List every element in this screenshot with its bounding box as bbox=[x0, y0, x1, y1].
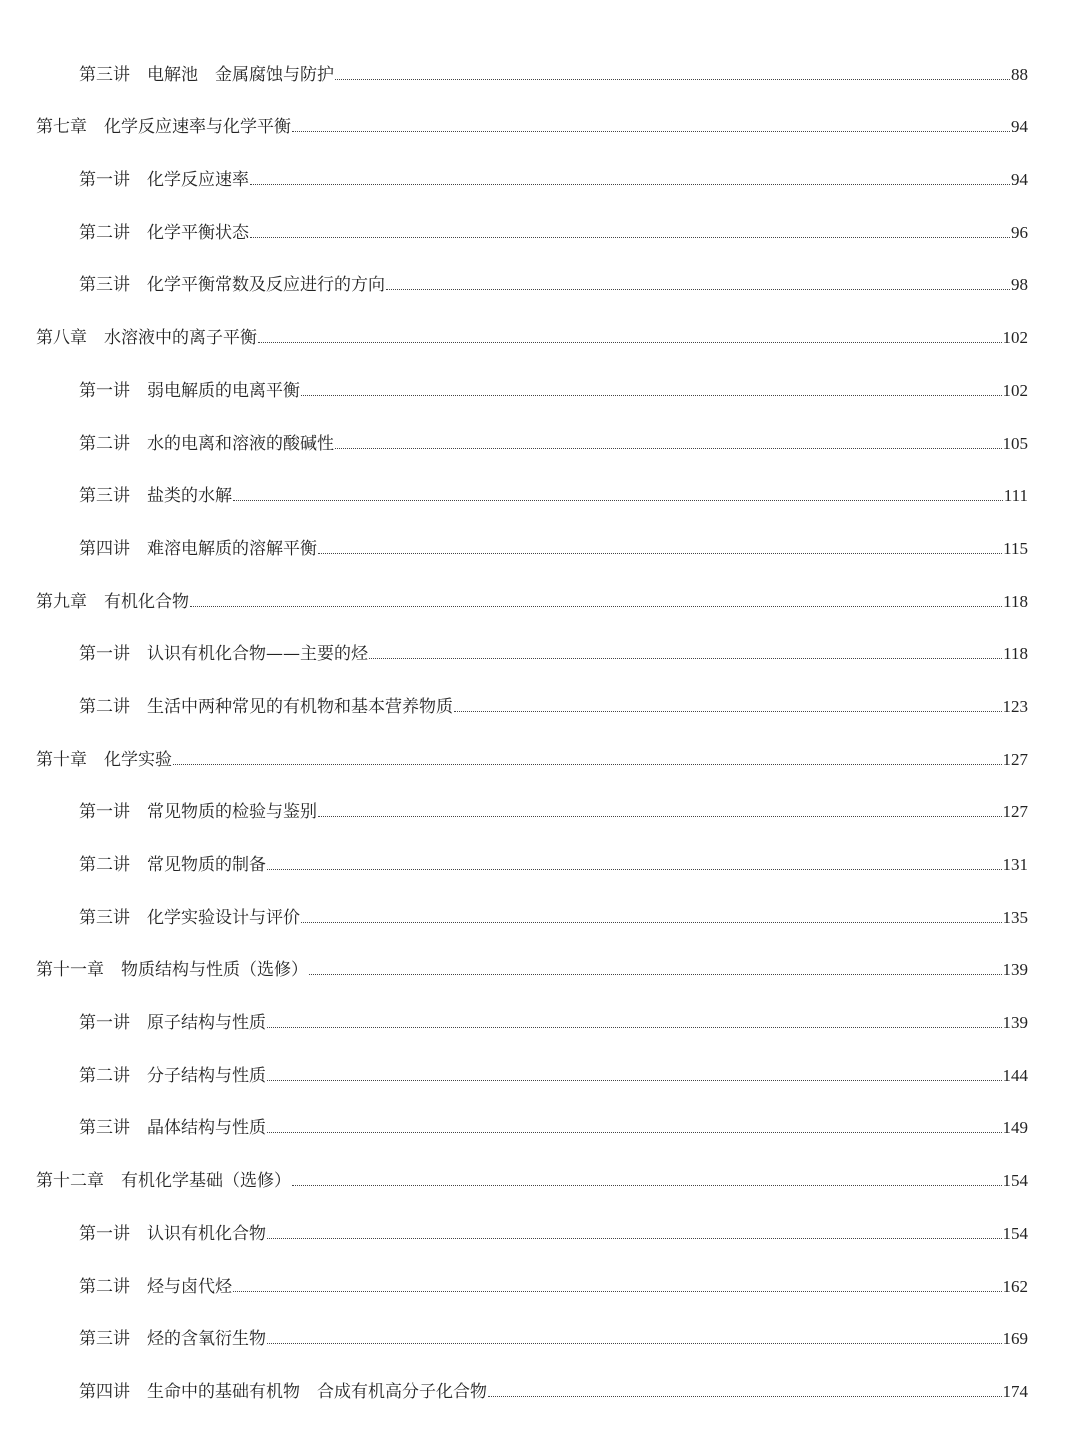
toc-lecture-entry[interactable] bbox=[0, 822, 1080, 875]
dot-leader bbox=[386, 289, 1010, 290]
dot-leader bbox=[267, 1132, 1002, 1133]
dot-leader bbox=[267, 1027, 1002, 1028]
toc-lecture-entry[interactable] bbox=[0, 664, 1080, 717]
dot-leader bbox=[369, 658, 1002, 659]
toc-page-number: 88 bbox=[1011, 64, 1028, 84]
toc-page-number: 127 bbox=[1002, 749, 1028, 769]
toc-page-number: 139 bbox=[1002, 1013, 1028, 1033]
table-of-contents bbox=[0, 32, 1080, 1402]
toc-entry-title: 第二讲 生活中两种常见的有机物和基本营养物质 bbox=[79, 696, 453, 717]
toc-entry-title: 第一讲 认识有机化合物 bbox=[79, 1223, 266, 1244]
dot-leader bbox=[318, 816, 1002, 817]
toc-page-number: 118 bbox=[1003, 644, 1028, 664]
dot-leader bbox=[301, 395, 1002, 396]
toc-page-number: 115 bbox=[1003, 538, 1028, 558]
toc-entry-title: 第二讲 分子结构与性质 bbox=[79, 1065, 266, 1086]
toc-entry-title: 第一讲 常见物质的检验与鉴别 bbox=[79, 802, 317, 823]
toc-page-number: 96 bbox=[1011, 222, 1028, 242]
toc-entry-title: 第三讲 烃的含氧衍生物 bbox=[79, 1329, 266, 1350]
toc-chapter-entry[interactable] bbox=[0, 717, 1080, 770]
toc-page-number: 162 bbox=[1002, 1276, 1028, 1296]
toc-lecture-entry[interactable] bbox=[0, 454, 1080, 507]
toc-page-number: 102 bbox=[1002, 380, 1028, 400]
dot-leader bbox=[292, 1185, 1002, 1186]
dot-leader bbox=[267, 1080, 1002, 1081]
toc-page-number: 111 bbox=[1003, 486, 1028, 506]
toc-lecture-entry[interactable] bbox=[0, 1297, 1080, 1350]
toc-lecture-entry[interactable] bbox=[0, 1349, 1080, 1402]
dot-leader bbox=[173, 764, 1002, 765]
toc-entry-title: 第三讲 化学平衡常数及反应进行的方向 bbox=[79, 275, 385, 296]
toc-page-number: 131 bbox=[1002, 855, 1028, 874]
dot-leader bbox=[267, 869, 1002, 870]
dot-leader bbox=[309, 974, 1002, 975]
dot-leader bbox=[454, 711, 1002, 712]
toc-page-number: 144 bbox=[1002, 1065, 1028, 1085]
toc-page-number: 102 bbox=[1002, 328, 1028, 348]
toc-lecture-entry[interactable] bbox=[0, 1086, 1080, 1139]
dot-leader bbox=[190, 606, 1002, 607]
toc-lecture-entry[interactable] bbox=[0, 980, 1080, 1033]
dot-leader bbox=[335, 79, 1010, 80]
toc-entry-title: 第一讲 弱电解质的电离平衡 bbox=[79, 380, 300, 401]
toc-lecture-entry[interactable] bbox=[0, 612, 1080, 665]
toc-lecture-entry[interactable] bbox=[0, 875, 1080, 928]
toc-entry-title: 第二讲 水的电离和溶液的酸碱性 bbox=[79, 433, 334, 454]
toc-entry-title: 第九章 有机化合物 bbox=[36, 591, 189, 612]
toc-page-number: 94 bbox=[1011, 117, 1028, 137]
toc-entry-title: 第八章 水溶液中的离子平衡 bbox=[36, 328, 257, 349]
toc-page-number: 118 bbox=[1003, 591, 1028, 611]
toc-entry-title: 第十一章 物质结构与性质（选修） bbox=[36, 960, 308, 981]
toc-page-number: 123 bbox=[1002, 696, 1028, 716]
toc-page-number: 98 bbox=[1011, 275, 1028, 295]
dot-leader bbox=[488, 1396, 1002, 1397]
dot-leader bbox=[267, 1343, 1002, 1344]
toc-lecture-entry[interactable] bbox=[0, 506, 1080, 559]
toc-page-number: 174 bbox=[1002, 1381, 1028, 1401]
toc-entry-title: 第一讲 认识有机化合物——主要的烃 bbox=[79, 644, 368, 665]
toc-entry-title: 第四讲 生命中的基础有机物 合成有机高分子化合物 bbox=[79, 1381, 487, 1402]
dot-leader bbox=[258, 342, 1002, 343]
toc-lecture-entry[interactable] bbox=[0, 190, 1080, 243]
dot-leader bbox=[292, 131, 1010, 132]
dot-leader bbox=[267, 1238, 1002, 1239]
dot-leader bbox=[250, 237, 1010, 238]
toc-lecture-entry[interactable] bbox=[0, 770, 1080, 823]
toc-page-number: 154 bbox=[1002, 1223, 1028, 1243]
dot-leader bbox=[250, 184, 1010, 185]
toc-chapter-entry[interactable] bbox=[0, 1138, 1080, 1191]
toc-entry-title: 第三讲 盐类的水解 bbox=[79, 486, 232, 507]
dot-leader bbox=[335, 448, 1002, 449]
toc-page-number: 105 bbox=[1002, 433, 1028, 453]
dot-leader bbox=[301, 922, 1002, 923]
toc-lecture-entry[interactable] bbox=[0, 1033, 1080, 1086]
dot-leader bbox=[233, 1291, 1002, 1292]
toc-entry-title: 第三讲 化学实验设计与评价 bbox=[79, 907, 300, 928]
toc-entry-title: 第二讲 常见物质的制备 bbox=[79, 855, 266, 875]
toc-entry-title: 第一讲 化学反应速率 bbox=[79, 170, 249, 191]
toc-page-number: 94 bbox=[1011, 170, 1028, 190]
toc-lecture-entry[interactable] bbox=[0, 243, 1080, 296]
toc-page-number: 139 bbox=[1002, 960, 1028, 980]
toc-entry-title: 第十章 化学实验 bbox=[36, 749, 172, 770]
toc-lecture-entry[interactable] bbox=[0, 1244, 1080, 1297]
toc-lecture-entry[interactable] bbox=[0, 401, 1080, 454]
toc-chapter-entry[interactable] bbox=[0, 928, 1080, 981]
toc-page-number: 154 bbox=[1002, 1171, 1028, 1191]
toc-lecture-entry[interactable] bbox=[0, 348, 1080, 401]
dot-leader bbox=[233, 500, 1003, 501]
toc-chapter-entry[interactable] bbox=[0, 295, 1080, 348]
toc-entry-title: 第四讲 难溶电解质的溶解平衡 bbox=[79, 538, 317, 559]
toc-lecture-entry[interactable] bbox=[0, 32, 1080, 85]
toc-lecture-entry[interactable] bbox=[0, 1191, 1080, 1244]
toc-entry-title: 第一讲 原子结构与性质 bbox=[79, 1013, 266, 1034]
toc-entry-title: 第二讲 化学平衡状态 bbox=[79, 222, 249, 243]
toc-entry-title: 第七章 化学反应速率与化学平衡 bbox=[36, 117, 291, 138]
toc-lecture-entry[interactable] bbox=[0, 137, 1080, 190]
toc-entry-title: 第三讲 电解池 金属腐蚀与防护 bbox=[79, 64, 334, 85]
toc-entry-title: 第十二章 有机化学基础（选修） bbox=[36, 1171, 291, 1192]
toc-entry-title: 第二讲 烃与卤代烃 bbox=[79, 1276, 232, 1297]
toc-entry-title: 第三讲 晶体结构与性质 bbox=[79, 1118, 266, 1139]
toc-page-number: 135 bbox=[1002, 907, 1028, 927]
toc-page-number: 149 bbox=[1002, 1118, 1028, 1138]
toc-page-number: 127 bbox=[1002, 802, 1028, 822]
dot-leader bbox=[318, 553, 1002, 554]
toc-chapter-entry[interactable] bbox=[0, 559, 1080, 612]
toc-chapter-entry[interactable] bbox=[0, 85, 1080, 138]
toc-page-number: 169 bbox=[1002, 1329, 1028, 1349]
